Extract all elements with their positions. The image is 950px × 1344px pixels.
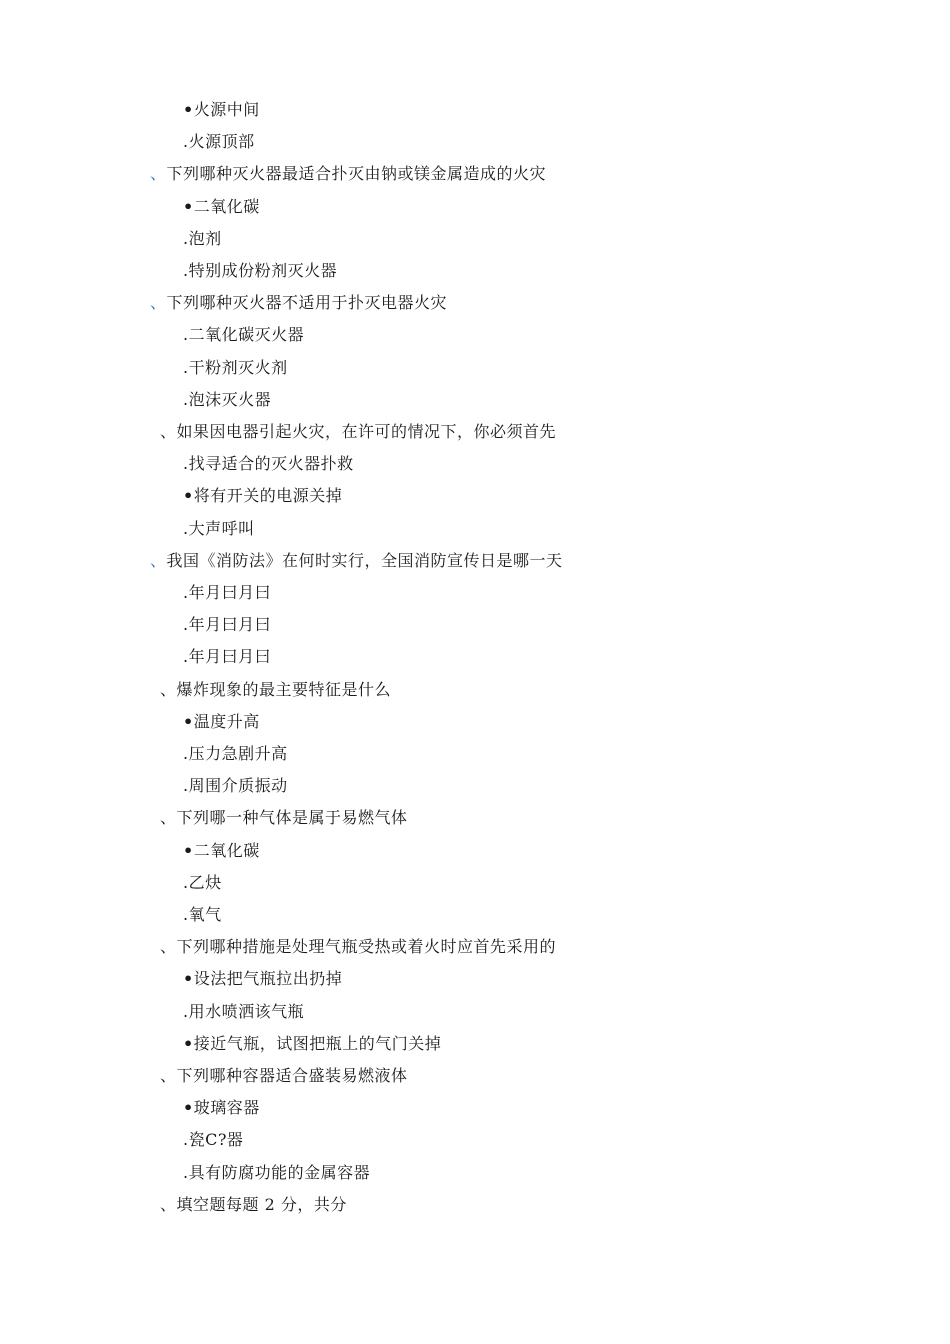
question-line [150, 293, 447, 313]
option-line [183, 905, 222, 925]
option-line [183, 1098, 260, 1118]
question-text: 下列哪种措施是处理气瓶受热或着火时应首先采用的 [176, 937, 557, 957]
option-line [183, 969, 342, 989]
question-marker: 、 [160, 422, 177, 441]
option-marker: . [183, 1130, 189, 1150]
option-text: 火源顶部 [188, 132, 255, 152]
option-marker: • [183, 969, 194, 989]
question-line [160, 1195, 347, 1215]
option-marker: • [183, 711, 194, 731]
option-line [183, 647, 271, 667]
option-line [183, 583, 271, 603]
option-line [183, 100, 260, 120]
option-text: 特别成份粉剂灭火器 [188, 261, 338, 280]
option-line [183, 776, 288, 796]
option-text: 设法把气瓶拉出扔掉 [193, 969, 343, 989]
question-text: 下列哪种灭火器最适合扑灭由钠或镁金属造成的火灾 [166, 164, 547, 184]
question-text: 下列哪种灭火器不适用于扑灭电器火灾 [166, 293, 448, 313]
question-line [160, 422, 556, 442]
option-line [183, 873, 222, 893]
question-text: 如果因电器引起火灾，在许可的情况下，你必须首先 [176, 422, 557, 441]
option-marker: • [183, 1098, 194, 1118]
option-text: 干粉剂灭火剂 [188, 357, 288, 377]
option-text: 大声呼叫 [188, 518, 255, 538]
option-line [183, 841, 260, 861]
question-line [150, 164, 546, 184]
option-line [183, 261, 337, 281]
option-line [183, 1130, 243, 1150]
option-text: 周围介质振动 [188, 776, 288, 796]
option-line [183, 744, 288, 764]
option-text: 压力急剧升高 [188, 744, 288, 763]
option-marker: . [183, 228, 189, 248]
option-line [183, 454, 354, 474]
option-marker: . [183, 132, 189, 152]
question-marker: 、 [150, 164, 167, 184]
option-text: 瓷C?器 [188, 1130, 244, 1150]
question-text: 爆炸现象的最主要特征是什么 [176, 679, 392, 699]
option-marker: . [183, 261, 189, 280]
question-marker: 、 [160, 808, 177, 828]
option-marker: • [183, 1033, 194, 1053]
option-text: 年月曰月曰 [188, 615, 272, 635]
question-marker: 、 [160, 1066, 177, 1085]
option-marker: • [183, 100, 194, 119]
option-text: 找寻适合的灭火器扑救 [188, 454, 354, 474]
option-text: 氧气 [188, 905, 222, 924]
option-line [183, 229, 222, 249]
option-marker: . [183, 776, 189, 796]
option-line [183, 132, 255, 152]
option-text: 接近气瓶，试图把瓶上的气门关掉 [193, 1033, 442, 1053]
option-line [183, 358, 288, 378]
question-marker: 、 [160, 937, 177, 957]
option-line [183, 1034, 441, 1054]
question-marker: 、 [150, 550, 167, 570]
option-text: 乙炔 [188, 872, 222, 892]
option-marker: • [183, 486, 194, 506]
question-line [160, 1066, 408, 1086]
question-marker: 、 [160, 1194, 177, 1214]
question-line [160, 680, 391, 700]
option-text: 泡剂 [188, 228, 222, 248]
question-marker: 、 [150, 293, 167, 313]
option-marker: . [183, 744, 189, 763]
option-text: 具有防腐功能的金属容器 [188, 1162, 371, 1182]
option-marker: . [183, 357, 189, 377]
option-line [183, 519, 255, 539]
question-line [160, 937, 556, 957]
question-text: 我国《消防法》在何时实行，全国消防宣传日是哪一天 [166, 550, 563, 570]
option-text: 玻璃容器 [193, 1098, 260, 1118]
question-text: 下列哪一种气体是属于易燃气体 [176, 808, 408, 828]
option-marker: . [183, 872, 189, 892]
option-line [183, 1163, 370, 1183]
option-marker: . [183, 647, 189, 667]
option-marker: . [183, 905, 189, 924]
option-marker: . [183, 615, 189, 635]
option-text: 二氧化碳灭火器 [188, 325, 305, 345]
question-text: 填空题每题 2 分，共分 [176, 1194, 347, 1214]
option-line [183, 197, 260, 217]
option-marker: . [183, 389, 189, 409]
option-text: 将有开关的电源关掉 [193, 486, 343, 506]
option-line [183, 390, 271, 410]
option-marker: . [183, 325, 189, 345]
question-marker: 、 [160, 679, 177, 699]
option-text: 温度升高 [193, 711, 260, 731]
option-marker: . [183, 454, 189, 474]
option-line [183, 486, 342, 506]
option-marker: . [183, 1162, 189, 1182]
option-marker: . [183, 583, 189, 602]
option-marker: . [183, 518, 189, 538]
question-text: 下列哪种容器适合盛装易燃液体 [176, 1066, 408, 1085]
question-line [150, 551, 563, 571]
option-line [183, 1002, 304, 1022]
option-text: 年月曰月曰 [188, 647, 272, 667]
option-line [183, 712, 260, 732]
option-line [183, 325, 304, 345]
option-text: 泡沫灭火器 [188, 389, 272, 409]
option-marker: • [183, 840, 194, 860]
option-text: 年月曰月曰 [188, 583, 272, 602]
option-text: 用水喷洒该气瓶 [188, 1001, 305, 1021]
option-text: 火源中间 [193, 100, 260, 119]
option-marker: • [183, 196, 194, 216]
option-text: 二氧化碳 [193, 840, 260, 860]
option-text: 二氧化碳 [193, 196, 260, 216]
option-marker: . [183, 1001, 189, 1021]
question-line [160, 808, 408, 828]
option-line [183, 615, 271, 635]
